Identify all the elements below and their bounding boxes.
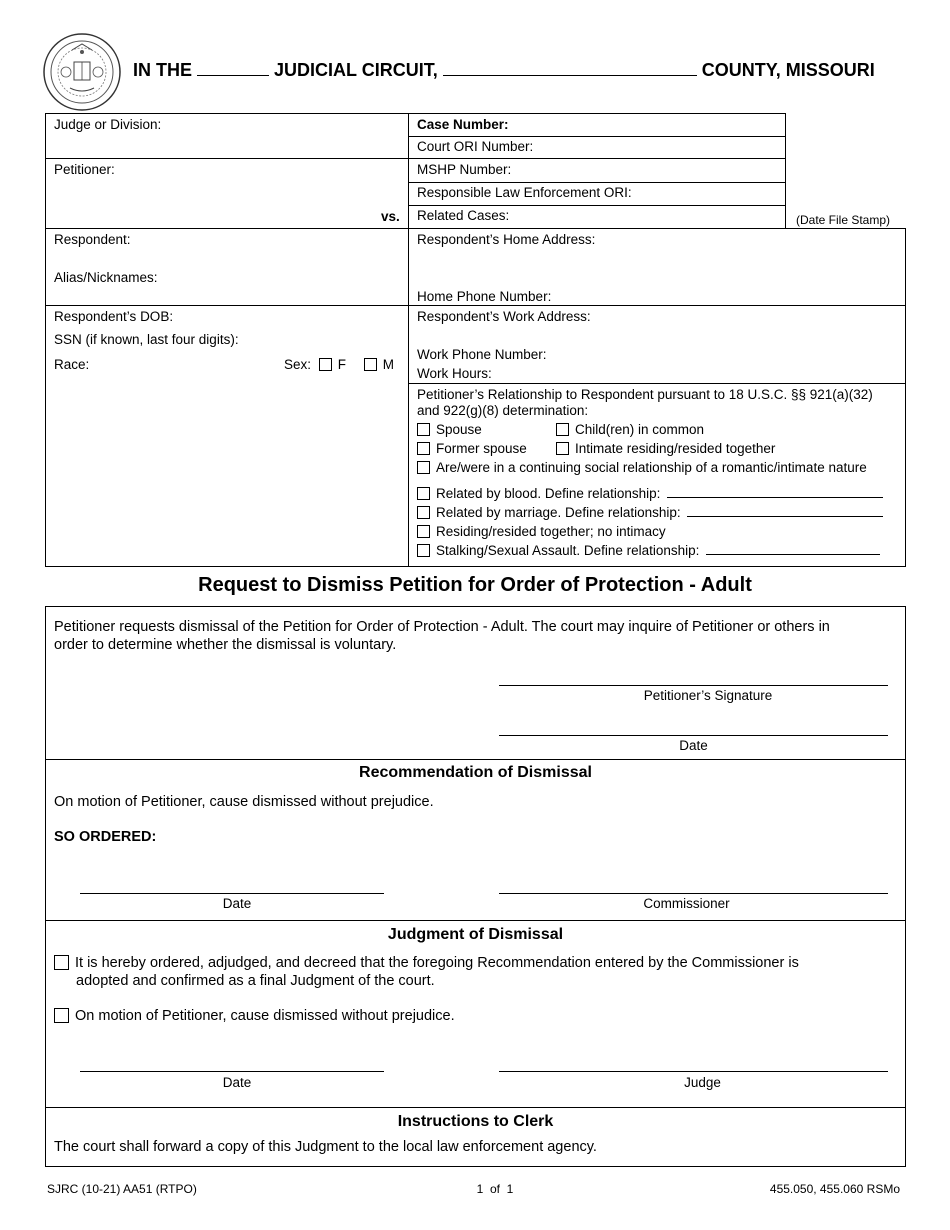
case-number-label: Case Number: [417, 117, 509, 132]
rel-blood-option [417, 486, 883, 501]
footer-form-id: SJRC (10-21) AA51 (RTPO) [47, 1182, 197, 1196]
rel-intimate-option [556, 441, 775, 456]
request-date-label: Date [679, 738, 708, 753]
recommendation-date-label: Date [222, 896, 252, 911]
court-ori-label: Court ORI Number: [417, 139, 534, 154]
date-file-stamp-label: (Date File Stamp) [796, 213, 891, 227]
request-text [54, 618, 830, 654]
work-phone-label: Work Phone Number: [417, 347, 547, 362]
footer-page-number: 1 of 1 [476, 1182, 514, 1196]
rel-stalking-option [417, 543, 880, 558]
rel-children-option [556, 422, 704, 437]
judge-label: Judge [684, 1075, 721, 1090]
state-seal-icon [42, 32, 122, 112]
home-address-label: Respondent’s Home Address: [417, 232, 596, 247]
rel-romantic-checkbox[interactable] [417, 461, 430, 474]
alias-label: Alias/Nicknames: [54, 270, 158, 285]
rel-former-spouse-option [417, 441, 527, 456]
responsible-le-ori-label: Responsible Law Enforcement ORI: [417, 185, 632, 200]
relationship-intro-line2: and 922(g)(8) determination: [417, 403, 589, 418]
judgment-option-dismiss [54, 1007, 455, 1025]
rel-marriage-define-line[interactable] [687, 505, 883, 517]
rel-stalking-checkbox[interactable] [417, 544, 430, 557]
work-address-label: Respondent’s Work Address: [417, 309, 591, 324]
dob-label: Respondent’s DOB: [54, 309, 174, 324]
rel-children-checkbox[interactable] [556, 423, 569, 436]
circuit-number-blank[interactable] [197, 60, 269, 76]
commissioner-signature-line[interactable] [499, 893, 888, 894]
instructions-text: The court shall forward a copy of this Judgment to the local law enforcement agency. [54, 1139, 597, 1155]
sex-f-label: F [337, 357, 347, 372]
instructions-heading: Instructions to Clerk [397, 1113, 554, 1130]
judge-division-label: Judge or Division: [54, 117, 162, 132]
respondent-label: Respondent: [54, 232, 131, 247]
judgment-option-adopt [54, 954, 799, 990]
document-title: Request to Dismiss Petition for Order of Protection - Adult [198, 574, 752, 596]
rel-marriage-option [417, 505, 883, 520]
county-name-blank[interactable] [443, 60, 697, 76]
request-text-line1: Petitioner requests dismissal of the Petition for Order of Protection - Adult. The court may inquire of Petitioner or others in [54, 619, 830, 635]
work-hours-label: Work Hours: [417, 366, 492, 381]
related-cases-label: Related Cases: [417, 208, 510, 223]
commissioner-label: Commissioner [643, 896, 730, 911]
rel-blood-define-line[interactable] [667, 486, 883, 498]
rel-marriage-label: Related by marriage. Define relationship: [436, 505, 681, 520]
rel-romantic-label: Are/were in a continuing social relationship of a romantic/intimate nature [436, 460, 867, 475]
judgment-date-label: Date [222, 1075, 252, 1090]
request-date-line[interactable] [499, 735, 888, 736]
footer-statutes: 455.050, 455.060 RSMo [769, 1182, 900, 1196]
recommendation-date-line[interactable] [80, 893, 384, 894]
rel-blood-checkbox[interactable] [417, 487, 430, 500]
rel-spouse-checkbox[interactable] [417, 423, 430, 436]
sex-m-checkbox[interactable] [364, 358, 377, 371]
home-phone-label: Home Phone Number: [417, 289, 552, 304]
sex-field [284, 357, 394, 372]
rel-romantic-option [417, 460, 867, 475]
recommendation-text: On motion of Petitioner, cause dismissed without prejudice. [54, 794, 434, 810]
rel-stalking-label: Stalking/Sexual Assault. Define relationship: [436, 543, 700, 558]
rel-residing-option [417, 524, 666, 539]
rel-former-spouse-label: Former spouse [436, 441, 527, 456]
petitioner-signature-line[interactable] [499, 685, 888, 686]
rel-residing-label: Residing/resided together; no intimacy [436, 524, 666, 539]
mshp-number-label: MSHP Number: [417, 162, 512, 177]
relationship-intro [417, 387, 873, 419]
judgment-date-line[interactable] [80, 1071, 384, 1072]
judgment-heading: Judgment of Dismissal [387, 926, 564, 943]
rel-blood-label: Related by blood. Define relationship: [436, 486, 661, 501]
petitioner-label: Petitioner: [54, 162, 115, 177]
rel-spouse-label: Spouse [436, 422, 482, 437]
sex-m-label: M [382, 357, 395, 372]
header-prefix: IN THE [133, 60, 193, 80]
rel-marriage-checkbox[interactable] [417, 506, 430, 519]
judge-signature-line[interactable] [499, 1071, 888, 1072]
court-header [133, 60, 900, 81]
vs-label: vs. [381, 209, 400, 224]
rel-residing-checkbox[interactable] [417, 525, 430, 538]
ssn-label: SSN (if known, last four digits): [54, 332, 239, 347]
judgment-dismiss-checkbox[interactable] [54, 1008, 69, 1023]
judgment-adopt-checkbox[interactable] [54, 955, 69, 970]
rel-children-label: Child(ren) in common [575, 422, 705, 437]
judgment-adopt-line2: adopted and confirmed as a final Judgment of the court. [76, 973, 435, 989]
header-county: COUNTY, MISSOURI [701, 60, 875, 80]
race-label: Race: [54, 357, 90, 372]
request-text-line2: order to determine whether the dismissal is voluntary. [54, 637, 397, 653]
relationship-intro-line1: Petitioner’s Relationship to Respondent pursuant to 18 U.S.C. §§ 921(a)(32) [417, 387, 873, 402]
judgment-adopt-line1: It is hereby ordered, adjudged, and decreed that the foregoing Recommendation entered by the Commissioner is [75, 955, 799, 971]
rel-intimate-label: Intimate residing/resided together [575, 441, 776, 456]
sex-f-checkbox[interactable] [319, 358, 332, 371]
rel-former-spouse-checkbox[interactable] [417, 442, 430, 455]
so-ordered-label: SO ORDERED: [54, 829, 157, 845]
petitioner-signature-label: Petitioner’s Signature [643, 688, 773, 703]
rel-spouse-option [417, 422, 482, 437]
rel-stalking-define-line[interactable] [706, 543, 880, 555]
rel-intimate-checkbox[interactable] [556, 442, 569, 455]
header-judicial-circuit: JUDICIAL CIRCUIT, [274, 60, 438, 80]
judgment-dismiss-label: On motion of Petitioner, cause dismissed without prejudice. [75, 1008, 455, 1024]
sex-label: Sex: [284, 357, 312, 372]
recommendation-heading: Recommendation of Dismissal [359, 764, 592, 781]
